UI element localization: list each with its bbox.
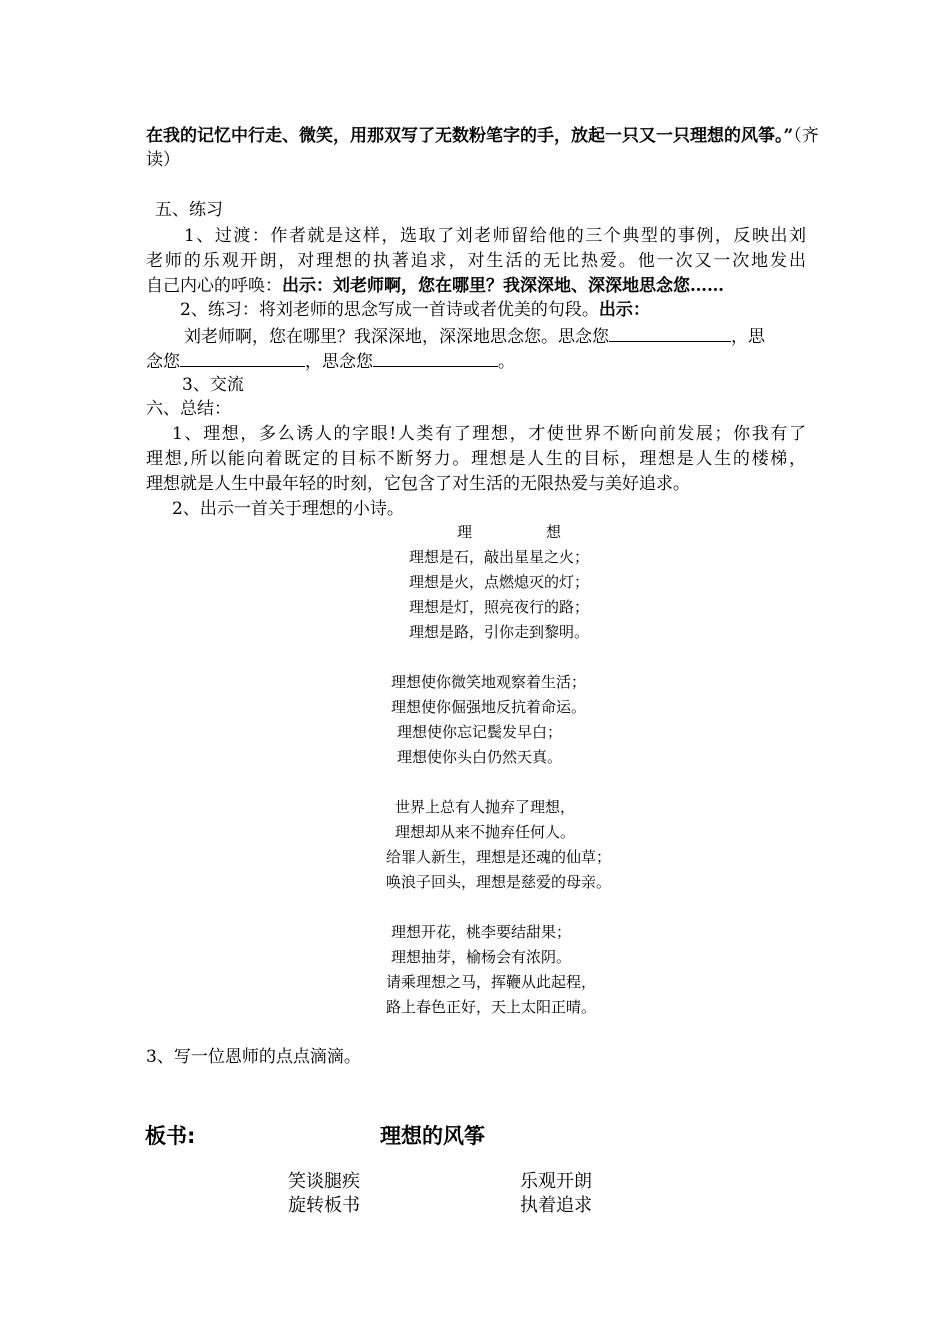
s5-item1-line3-plain: 自己内心的呼唤：: [146, 276, 282, 296]
s5-item1-line3: [146, 274, 724, 298]
fill-blank-1[interactable]: [609, 323, 731, 342]
poem-line: 理想是石，敲出星星之火；: [409, 548, 590, 566]
s5-fill-line-1: [184, 323, 765, 349]
poem-line: 理想却从来不抛弃任何人。: [395, 823, 576, 841]
s5-item1-line3-bold: 出示：刘老师啊，您在哪里？我深深地、深深地思念您……: [282, 276, 724, 296]
board-title: 理想的风筝: [380, 1124, 485, 1148]
poem-title-char-1: 理: [457, 523, 473, 541]
poem-line: 理想使你忘记鬓发早白；: [397, 723, 563, 741]
intro-quote: 在我的记忆中行走、微笑，用那双写了无数粉笔字的手，放起一只又一只理想的风筝。”: [146, 126, 794, 146]
board-label: 板书:: [145, 1124, 196, 1148]
poem-line: 理想开花，桃李要结甜果；: [391, 923, 572, 941]
board-right-2: 执着追求: [520, 1195, 592, 1216]
item-3: 3、写一位恩师的点点滴滴。: [146, 1047, 361, 1067]
board-left-2: 旋转板书: [288, 1195, 360, 1216]
s5-fill-2a: 念您: [146, 352, 180, 372]
poem-line: 世界上总有人抛弃了理想，: [395, 798, 576, 816]
s5-fill-2b: ，思念您: [305, 352, 373, 372]
s6-item2: 2、出示一首关于理想的小诗。: [172, 499, 404, 519]
poem-line: 请乘理想之马，挥鞭从此起程，: [386, 973, 597, 991]
fill-blank-2[interactable]: [180, 348, 305, 367]
poem-line: 给罪人新生，理想是还魂的仙草；: [386, 848, 612, 866]
section-6-heading: 六、总结：: [146, 399, 231, 419]
s5-fill-1a: 刘老师啊，您在哪里？我深深地，深深地思念您。思念您: [184, 327, 609, 347]
poem-line: 理想是火，点燃熄灭的灯；: [409, 573, 590, 591]
poem-line: 理想使你倔强地反抗着命运。: [391, 698, 587, 716]
s5-item1-line2: 老师的乐观开朗，对理想的执著追求，对生活的无比热爱。他一次又一次地发出: [146, 251, 806, 271]
board-right-1: 乐观开朗: [520, 1171, 592, 1192]
fill-blank-3[interactable]: [373, 348, 498, 367]
s5-fill-2c: 。: [498, 352, 515, 372]
s5-item2-text: 2、练习：将刘老师的思念写成一首诗或者优美的句段。: [180, 300, 599, 320]
s5-fill-line-2: [146, 348, 515, 374]
intro-line-1: [146, 124, 819, 148]
intro-line-2: 读）: [146, 150, 180, 170]
poem-line: 理想抽芽，榆杨会有浓阴。: [391, 948, 572, 966]
poem-line: 唤浪子回头，理想是慈爱的母亲。: [386, 873, 612, 891]
s5-item2-label: 出示：: [598, 300, 650, 320]
s5-item1-line1: 1、过渡：作者就是这样，选取了刘老师留给他的三个典型的事例，反映出刘: [184, 226, 806, 246]
poem-line: 理想是路，引你走到黎明。: [409, 623, 590, 641]
s5-fill-1b: ，思: [731, 327, 765, 347]
s5-item3: 3、交流: [182, 375, 244, 395]
s6-item1-line2: 理想,所以能向着既定的目标不断努力。理想是人生的目标，理想是人生的楼梯，: [146, 449, 806, 469]
poem-line: 理想使你微笑地观察着生活；: [391, 673, 587, 691]
s5-item2-line: [180, 298, 650, 322]
poem-line: 路上春色正好，天上太阳正晴。: [386, 998, 597, 1016]
poem-title-char-2: 想: [546, 523, 562, 541]
s6-item1-line1: 1、理想，多么诱人的字眼!人类有了理想，才使世界不断向前发展；你我有了: [172, 424, 806, 444]
section-5-heading: 五、练习: [155, 200, 223, 220]
poem-line: 理想是灯，照亮夜行的路；: [409, 598, 590, 616]
s6-item1-line3: 理想就是人生中最年轻的时刻，它包含了对生活的无限热爱与美好追求。: [146, 474, 690, 494]
poem-line: 理想使你头白仍然天真。: [397, 748, 563, 766]
board-left-1: 笑谈腿疾: [288, 1171, 360, 1192]
intro-tail: （齐: [793, 126, 819, 146]
